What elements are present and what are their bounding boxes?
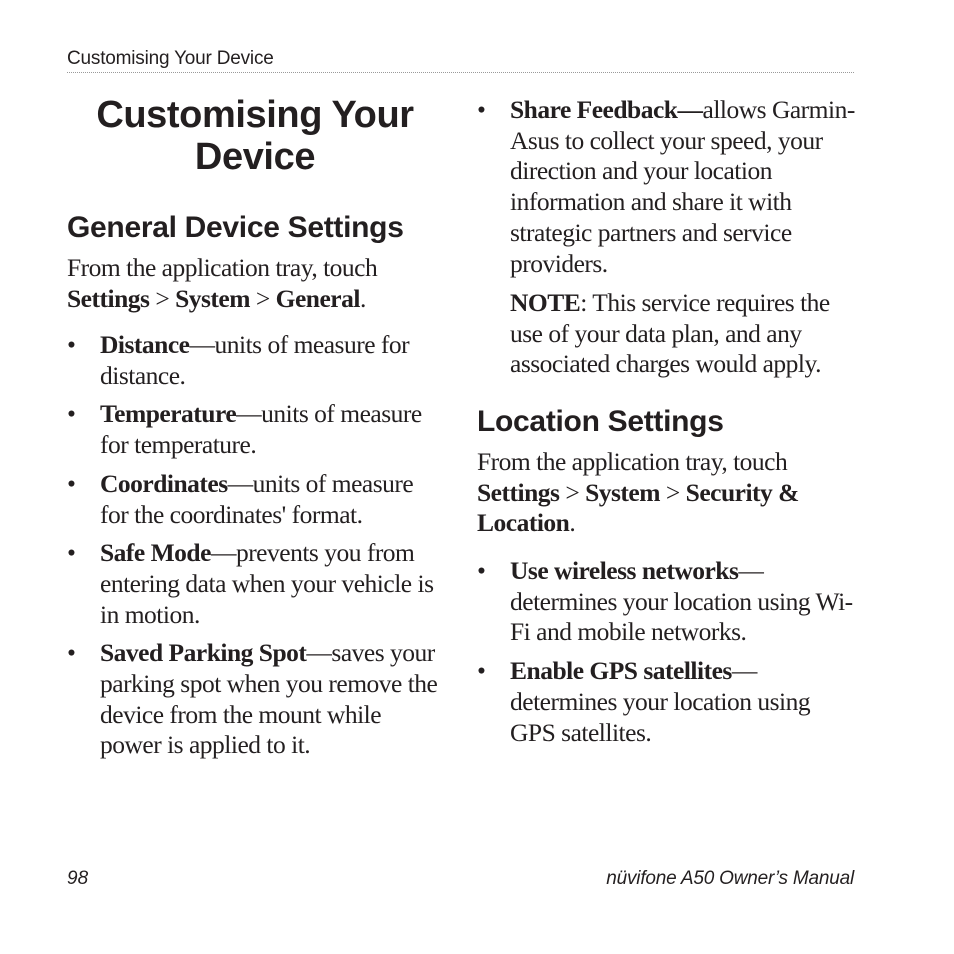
bullet: • — [67, 468, 76, 498]
bullet: • — [477, 556, 486, 585]
path-system: System — [585, 477, 660, 507]
item-desc: —saves your parking spot when you remove the device from the mount while power is applied to it. — [100, 638, 438, 760]
item-desc: —units of measure for the coordinates' format. — [100, 468, 414, 529]
list-item — [67, 638, 445, 761]
item-desc: allows Garmin-Asus to collect your speed, your direction and your location information and share it with strategic partners and service providers. — [510, 95, 855, 278]
manual-title: nüvifone A50 Owner’s Manual — [606, 868, 854, 889]
note-text: : This service requires the use of your data plan, and any associated charges would apply. — [510, 288, 830, 379]
location-intro-text: From the application tray, touch — [477, 447, 788, 476]
item-term: Share Feedback— — [510, 95, 703, 124]
item-term: Saved Parking Spot — [100, 638, 307, 668]
path-sep: > — [559, 477, 586, 507]
running-head: Customising Your Device — [67, 48, 274, 69]
item-term: Temperature — [100, 399, 237, 429]
note-label: NOTE — [510, 288, 581, 317]
item-desc: —units of measure for temperature. — [100, 399, 422, 460]
general-intro — [67, 253, 447, 314]
path-security-location: Security & Location — [477, 477, 799, 538]
path-period: . — [359, 283, 366, 313]
general-intro-text: From the application tray, touch — [67, 253, 378, 282]
path-general: General — [275, 283, 360, 313]
bullet: • — [67, 538, 76, 568]
location-settings-list — [477, 556, 855, 748]
item-term: Coordinates — [100, 468, 228, 498]
list-item — [67, 399, 445, 460]
item-term: Distance — [100, 330, 190, 359]
list-item — [67, 538, 445, 630]
item-term: Safe Mode — [100, 538, 211, 568]
page-title: Customising Your Device — [96, 94, 414, 178]
item-desc: —determines your location using Wi-Fi and mobile networks. — [510, 556, 853, 647]
path-system: System — [175, 283, 250, 313]
path-sep: > — [660, 477, 686, 507]
item-term: Use wireless networks — [510, 556, 739, 585]
share-note — [510, 288, 855, 380]
list-item — [477, 656, 855, 748]
bullet: • — [477, 656, 486, 686]
general-settings-heading: General Device Settings — [67, 211, 404, 244]
path-settings: Settings — [477, 477, 560, 507]
bullet: • — [67, 399, 76, 429]
path-settings: Settings — [67, 283, 150, 313]
header-rule — [67, 72, 854, 73]
path-sep: > — [149, 283, 176, 313]
page-number: 98 — [67, 868, 89, 889]
share-feedback-list — [477, 95, 855, 279]
list-item — [477, 95, 855, 279]
bullet: • — [67, 330, 76, 359]
item-term: Enable GPS satellites — [510, 656, 732, 686]
location-settings-heading: Location Settings — [477, 405, 724, 438]
list-item — [477, 556, 855, 648]
list-item — [67, 469, 445, 530]
item-desc: —units of measure for distance. — [100, 330, 410, 390]
path-period: . — [569, 508, 576, 538]
list-item — [67, 330, 445, 391]
general-settings-list — [67, 330, 445, 761]
bullet: • — [477, 95, 486, 124]
item-desc: —prevents you from entering data when your vehicle is in motion. — [100, 538, 434, 629]
item-desc: —determines your location using GPS satellites. — [510, 656, 811, 747]
location-intro — [477, 447, 857, 539]
bullet: • — [67, 638, 76, 668]
path-sep: > — [250, 283, 276, 313]
